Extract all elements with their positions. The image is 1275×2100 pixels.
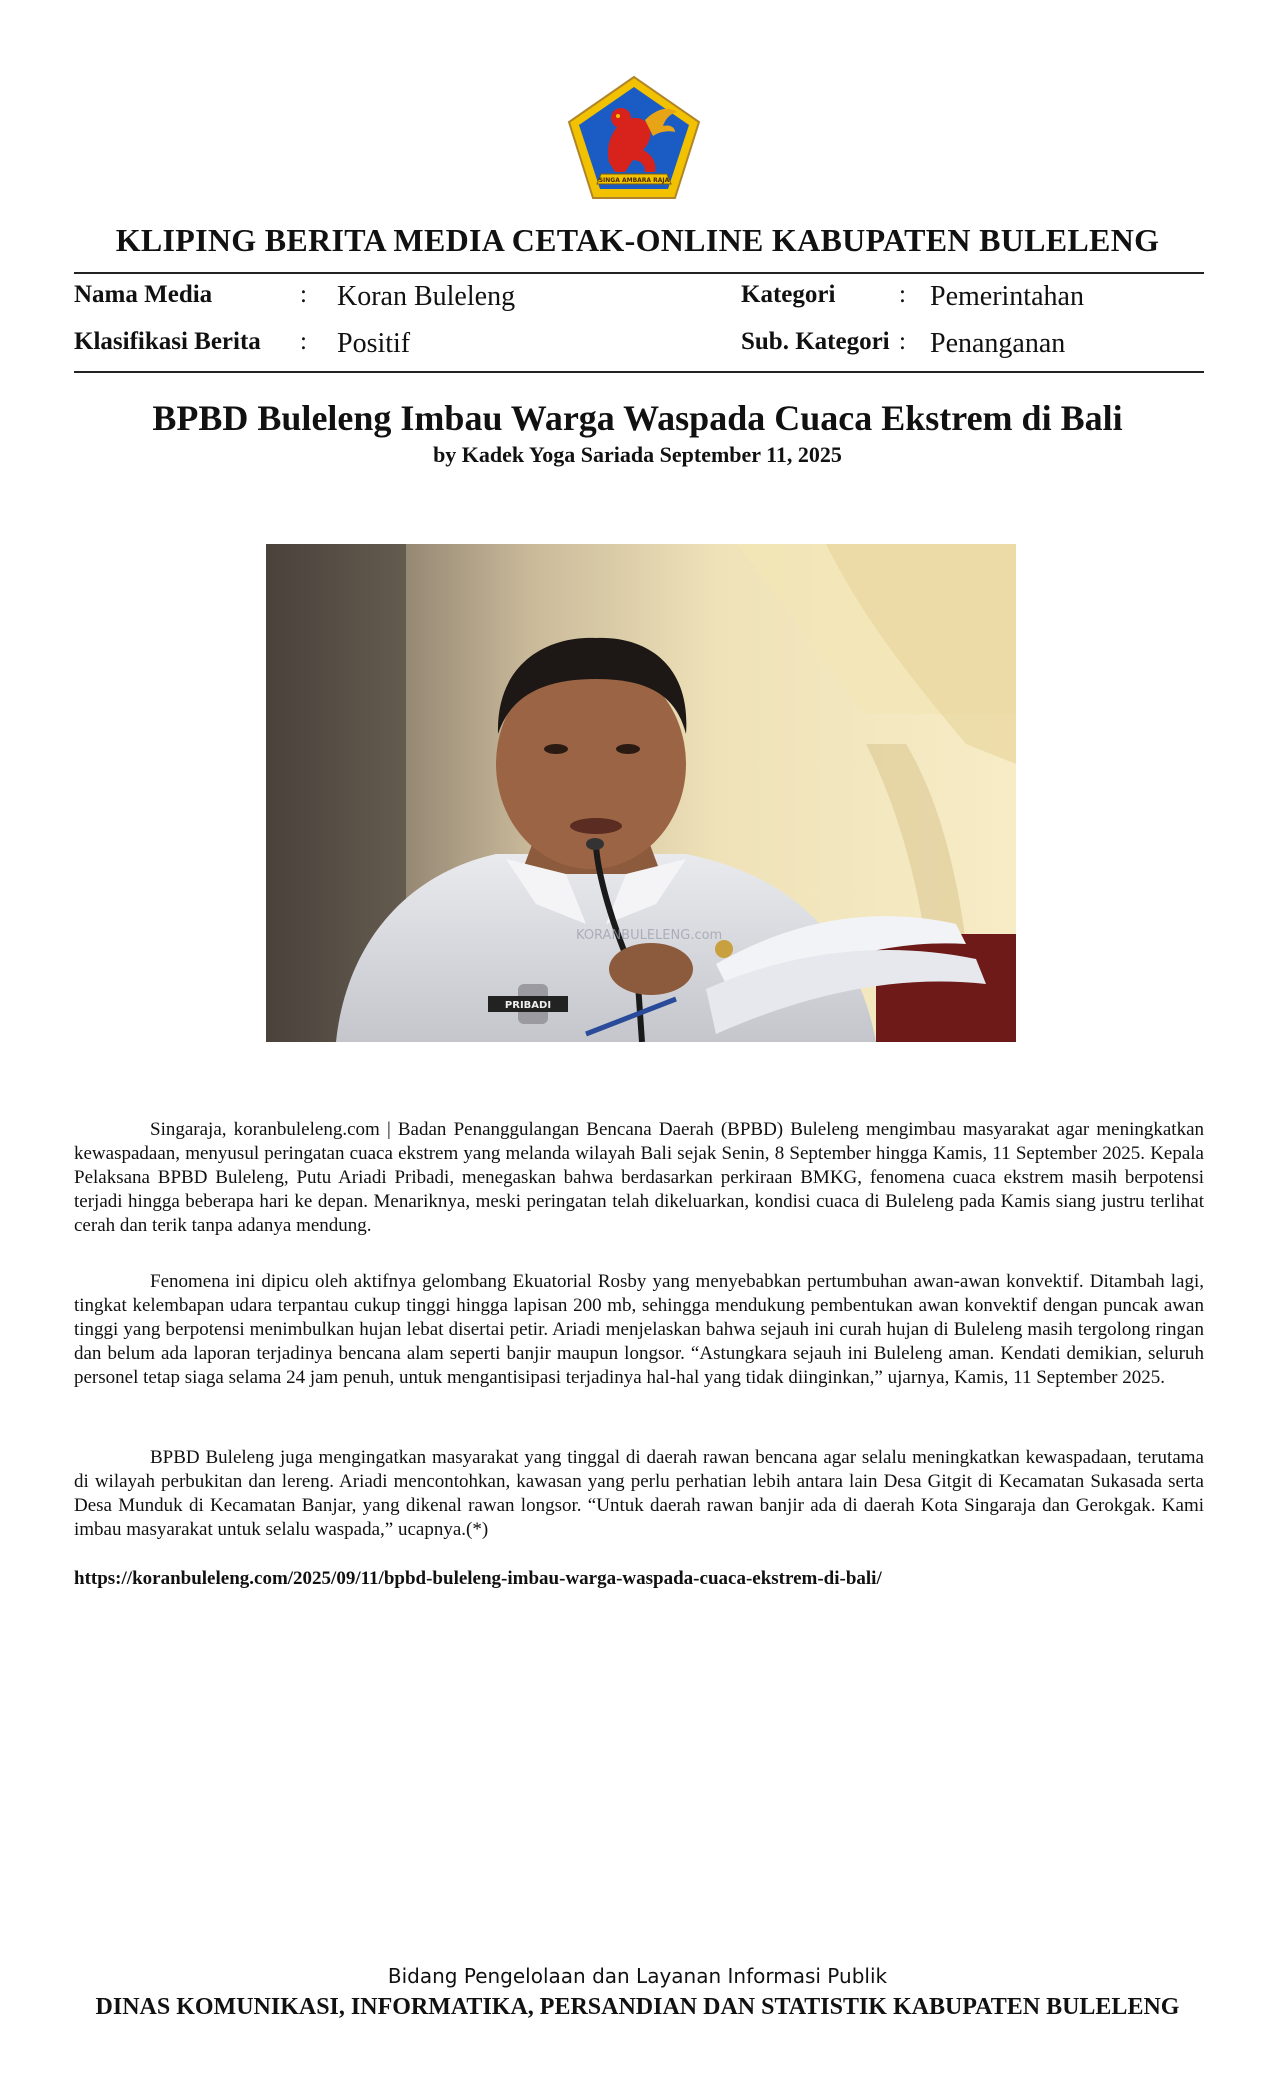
photo-nametag: PRIBADI [504, 1000, 552, 1011]
article-paragraph-3: BPBD Buleleng juga mengingatkan masyarakat yang tinggal di daerah rawan bencana agar selalu meningkatkan kewaspadaan, terutama di wilayah perbukitan dan lereng. Ariadi mencontohkan, kawasan yang perlu perhatian lebih antara lain Desa Gitgit di Kecamatan Sukasada serta Desa Munduk di Kecamatan Banjar, yang dikenal rawan longsor. “Untuk daerah rawan banjir ada di daerah Kota Singaraja dan Gerokgak. Kami imbau masyarakat untuk selalu waspada,” ucapnya.(*) [74, 1447, 1204, 1540]
kategori-value: Pemerintahan [930, 281, 1084, 312]
article-paragraph-1: Singaraja, koranbuleleng.com | Badan Penanggulangan Bencana Daerah (BPBD) Buleleng mengimbau masyarakat agar meningkatkan kewaspadaan, menyusul peringatan cuaca ekstrem yang melanda wilayah Bali sejak Senin, 8 September hingga Kamis, 11 September 2025. Kepala Pelaksana BPBD Buleleng, Putu Ariadi Pribadi, menegaskan bahwa berdasarkan perkiraan BMKG, fenomena cuaca ekstrem masih berpotensi terjadi hingga beberapa hari ke depan. Menariknya, meski peringatan telah dikeluarkan, kondisi cuaca di Buleleng pada Kamis siang justru terlihat cerah dan terik tanpa adanya mendung. [74, 1119, 1204, 1236]
document-header-title: KLIPING BERITA MEDIA CETAK-ONLINE KABUPATEN BULELENG [115, 222, 1160, 258]
sub-kategori-value: Penanganan [930, 328, 1066, 359]
klasifikasi-value: Positif [337, 328, 411, 359]
sub-kategori-label: Sub. Kategori [741, 328, 890, 355]
emblem-banner-text: SINGA AMBARA RAJA [598, 177, 670, 184]
article-byline: by Kadek Yoga Sariada September 11, 2025 [433, 442, 842, 467]
article-paragraph-2: Fenomena ini dipicu oleh aktifnya gelombang Ekuatorial Rosby yang menyebabkan pertumbuhan awan-awan konvektif. Ditambah lagi, tingkat kelembapan udara terpantau cukup tinggi hingga lapisan 200 mb, sehingga mendukung pembentukan awan konvektif dengan puncak awan tinggi yang berpotensi menimbulkan hujan lebat disertai petir. Ariadi menjelaskan bahwa sejauh ini curah hujan di Buleleng masih tergolong ringan dan belum ada laporan terjadinya bencana alam seperti banjir maupun longsor. “Astungkara sejauh ini Buleleng aman. Kendati demikian, seluruh personel tetap siaga selama 24 jam penuh, untuk mengantisipasi terjadinya hal-hal yang tidak diinginkan,” ujarnya, Kamis, 11 September 2025. [74, 1271, 1204, 1388]
footer-title: DINAS KOMUNIKASI, INFORMATIKA, PERSANDIAN DAN STATISTIK KABUPATEN BULELENG [95, 1994, 1180, 2020]
article-title: BPBD Buleleng Imbau Warga Waspada Cuaca Ekstrem di Bali [152, 398, 1123, 438]
buleleng-emblem-icon [565, 74, 703, 202]
media-colon: : [300, 281, 307, 308]
footer-subtitle: Bidang Pengelolaan dan Layanan Informasi Publik [387, 1964, 888, 1988]
photo-watermark: KORANBULELENG.com [576, 928, 723, 943]
kategori-colon: : [899, 281, 906, 308]
media-value: Koran Buleleng [337, 281, 516, 312]
sub-kategori-colon: : [899, 328, 906, 355]
klasifikasi-colon: : [300, 328, 307, 355]
source-url-link[interactable]: https://koranbuleleng.com/2025/09/11/bpbd-buleleng-imbau-warga-waspada-cuaca-ekstrem-di-bali/ [74, 1568, 882, 1589]
article-photo [266, 544, 1016, 1042]
header-divider-bottom [74, 371, 1204, 373]
media-label: Nama Media [74, 281, 213, 308]
header-divider-top [74, 272, 1204, 274]
kategori-label: Kategori [741, 281, 836, 308]
klasifikasi-label: Klasifikasi Berita [74, 328, 261, 355]
